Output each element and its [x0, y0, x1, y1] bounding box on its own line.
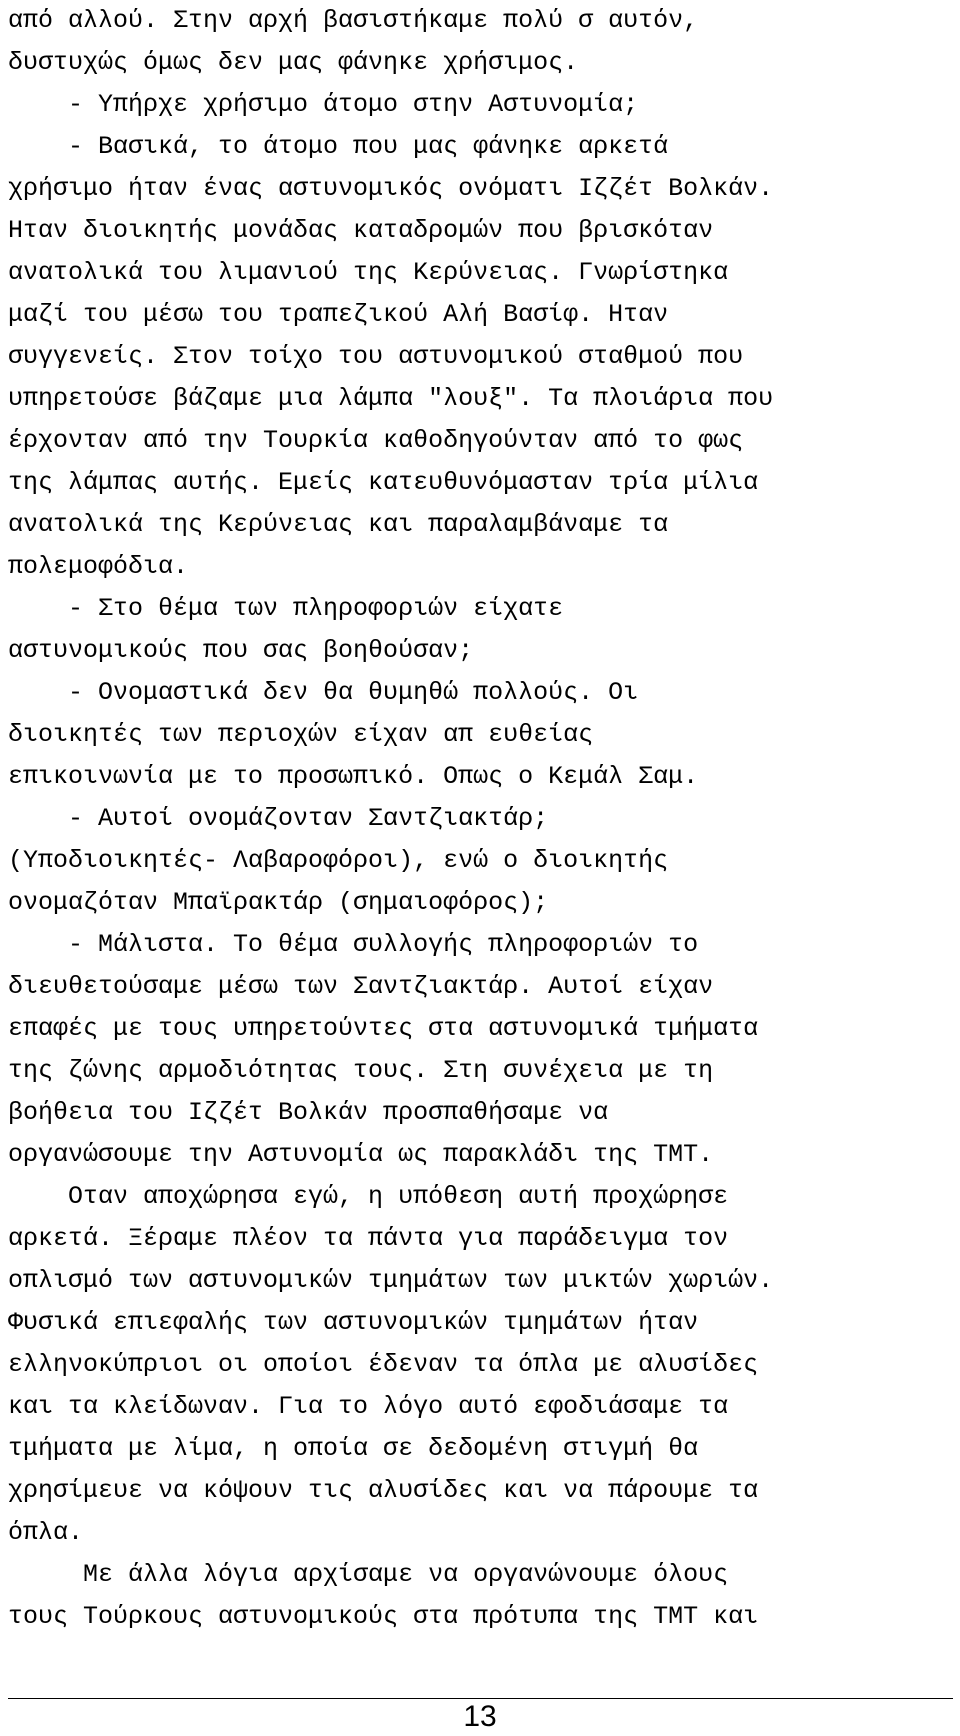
text-line: οπλισμό των αστυνομικών τμημάτων των μικτών χωριών.: [8, 1266, 774, 1295]
text-line: αρκετά. Ξέραμε πλέον τα πάντα για παράδειγμα τον: [8, 1224, 729, 1253]
text-line: - Υπήρχε χρήσιμο άτομο στην Αστυνομία;: [8, 90, 639, 119]
text-line: διευθετούσαμε μέσω των Σαντζιακτάρ. Αυτοί είχαν: [8, 972, 714, 1001]
text-line: τμήματα με λίμα, η οποία σε δεδομένη στιγμή θα: [8, 1434, 699, 1463]
text-line: - Μάλιστα. Το θέμα συλλογής πληροφοριών το: [8, 930, 699, 959]
text-line: - Βασικά, το άτομο που μας φάνηκε αρκετά: [8, 132, 669, 161]
text-line: αστυνομικούς που σας βοηθούσαν;: [8, 636, 474, 665]
text-line: μαζί του μέσω του τραπεζικού Αλή Βασίφ. Ηταν: [8, 300, 669, 329]
text-line: οργανώσουμε την Αστυνομία ως παρακλάδι της ΤΜΤ.: [8, 1140, 714, 1169]
text-line: πολεμοφόδια.: [8, 552, 189, 581]
text-line: - Αυτοί ονομάζονταν Σαντζιακτάρ;: [8, 804, 549, 833]
text-line: από αλλού. Στην αρχή βασιστήκαμε πολύ σ αυτόν,: [8, 6, 699, 35]
text-line: επαφές με τους υπηρετούντες στα αστυνομικά τμήματα: [8, 1014, 759, 1043]
text-line: και τα κλείδωναν. Για το λόγο αυτό εφοδιάσαμε τα: [8, 1392, 729, 1421]
text-line: υπηρετούσε βάζαμε μια λάμπα "λουξ". Τα πλοιάρια που: [8, 384, 774, 413]
text-line: βοήθεια του Ιζζέτ Βολκάν προσπαθήσαμε να: [8, 1098, 609, 1127]
text-line: - Ονομαστικά δεν θα θυμηθώ πολλούς. Οι: [8, 678, 639, 707]
text-line: Οταν αποχώρησα εγώ, η υπόθεση αυτή προχώρησε: [8, 1182, 729, 1211]
text-line: τους Τούρκους αστυνομικούς στα πρότυπα της ΤΜΤ και: [8, 1602, 759, 1631]
text-line: χρήσιμο ήταν ένας αστυνομικός ονόματι Ιζζέτ Βολκάν.: [8, 174, 774, 203]
text-line: δυστυχώς όμως δεν μας φάνηκε χρήσιμος.: [8, 48, 579, 77]
text-line: - Στο θέμα των πληροφοριών είχατε: [8, 594, 564, 623]
text-line: Φυσικά επιεφαλής των αστυνομικών τμημάτων ήταν: [8, 1308, 699, 1337]
text-line: ανατολικά της Κερύνειας και παραλαμβάναμε τα: [8, 510, 669, 539]
text-line: ονομαζόταν Μπαϊρακτάρ (σημαιοφόρος);: [8, 888, 549, 917]
text-line: επικοινωνία με το προσωπικό. Οπως ο Κεμάλ Σαμ.: [8, 762, 699, 791]
text-line: της λάμπας αυτής. Εμείς κατευθυνόμασταν τρία μίλια: [8, 468, 759, 497]
text-line: Ηταν διοικητής μονάδας καταδρομών που βρισκόταν: [8, 216, 714, 245]
text-line: συγγενείς. Στον τοίχο του αστυνομικού σταθμού που: [8, 342, 744, 371]
text-line: έρχονταν από την Τουρκία καθοδηγούνταν από το φως: [8, 426, 744, 455]
text-line: Με άλλα λόγια αρχίσαμε να οργανώνουμε όλους: [8, 1560, 729, 1589]
text-line: όπλα.: [8, 1518, 84, 1547]
text-body: [8, 0, 953, 1638]
text-line: διοικητές των περιοχών είχαν απ ευθείας: [8, 720, 594, 749]
text-line: της ζώνης αρμοδιότητας τους. Στη συνέχεια με τη: [8, 1056, 714, 1085]
text-line: (Υποδιοικητές- Λαβαροφόροι), ενώ ο διοικητής: [8, 846, 669, 875]
text-line: ελληνοκύπριοι οι οποίοι έδεναν τα όπλα με αλυσίδες: [8, 1350, 759, 1379]
page-number: 13: [463, 1700, 497, 1733]
text-line: ανατολικά του λιμανιού της Κερύνειας. Γνωρίστηκα: [8, 258, 729, 287]
text-line: χρησίμευε να κόψουν τις αλυσίδες και να πάρουμε τα: [8, 1476, 759, 1505]
